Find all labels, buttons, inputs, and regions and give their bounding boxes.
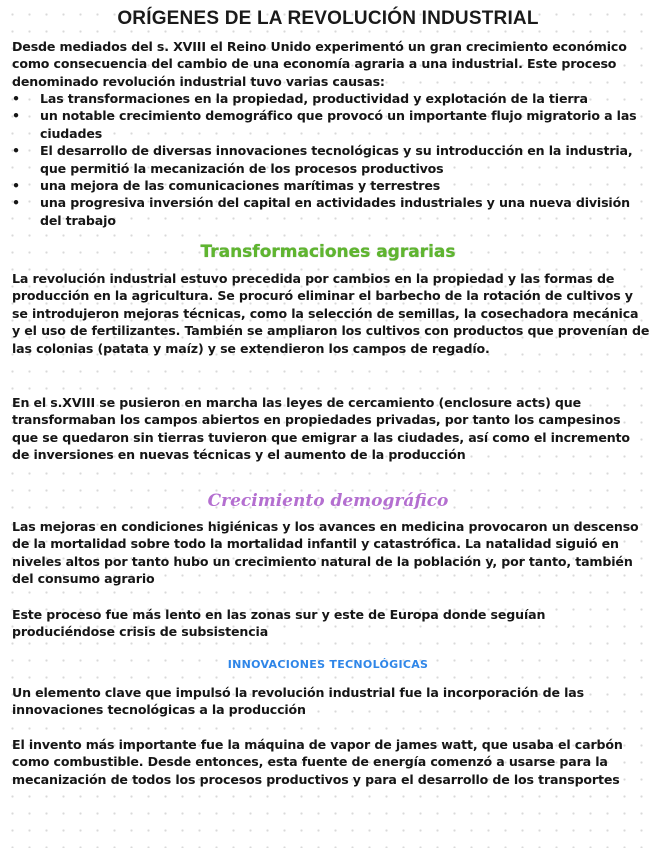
heading-tech: INNOVACIONES TECNOLÓGICAS: [227, 658, 429, 671]
page-title: ORÍGENES DE LA REVOLUCIÓN INDUSTRIAL: [117, 8, 539, 29]
demographic-paragraph-2: Este proceso fue más lento en las zonas sur y este de Europa donde seguían produciéndose crisis de subsistencia: [12, 607, 546, 640]
agrarian-paragraph-1: La revolución industrial estuvo precedida por cambios en la propiedad y las formas de producción en la agricultura. Se procuró eliminar el barbecho de la rotación de cultivos y se introdujeron mejoras técnicas, como la selección de semillas, la cosechadora mecánica y el uso de fertilizantes. También se ampliaron los cultivos con productos que provenían de las colonias (patata y maíz) y se extendieron los campos de regadío.: [12, 271, 650, 356]
intro-paragraph: Desde mediados del s. XVIII el Reino Unido experimentó un gran crecimiento económico como consecuencia del cambio de una economía agraria a una industrial. Este proceso denominado revolución industrial tuvo varias causas:: [12, 39, 627, 89]
bullet-icon: •: [12, 108, 20, 124]
list-item: • El desarrollo de diversas innovaciones tecnológicas y su introducción en la industria, que permitió la mecanización de los procesos productivos: [12, 143, 633, 176]
demographic-paragraph-1: Las mejoras en condiciones higiénicas y los avances en medicina provocaron un descenso de la mortalidad sobre todo la mortalidad infantil y catastrófica. La natalidad siguió en niveles altos por tanto hubo un crecimiento natural de la población y, por tanto, también del consumo agrario: [12, 519, 639, 587]
list-item: • una progresiva inversión del capital en actividades industriales y una nueva división del trabajo: [12, 195, 630, 228]
tech-paragraph-2: El invento más importante fue la máquina de vapor de james watt, que usaba el carbón como combustible. Desde entonces, esta fuente de energía comenzó a usarse para la mecanización de todos los procesos productivos y para el desarrollo de los transportes: [12, 737, 623, 787]
tech-paragraph-1: Un elemento clave que impulsó la revolución industrial fue la incorporación de las innovaciones tecnológicas a la producción: [12, 685, 584, 718]
bullet-icon: •: [12, 91, 20, 106]
bullet-icon: •: [12, 195, 20, 211]
heading-agrarian: Transformaciones agrarias: [200, 242, 456, 262]
heading-demographic: Crecimiento demográfico: [207, 491, 449, 511]
list-item: • Las transformaciones en la propiedad, productividad y explotación de la tierra: [12, 91, 588, 106]
bullet-icon: •: [12, 178, 20, 194]
list-item: • un notable crecimiento demográfico que provocó un importante flujo migratorio a las ciudades: [12, 108, 637, 141]
bullet-icon: •: [12, 143, 20, 159]
agrarian-paragraph-2: En el s.XVIII se pusieron en marcha las leyes de cercamiento (enclosure acts) que transformaban los campos abiertos en propiedades privadas, por tanto los campesinos que se quedaron sin tierras tuvieron que emigrar a las ciudades, así como el incremento de inversiones en nuevas técnicas y el aumento de la producción: [12, 395, 630, 463]
list-item: • una mejora de las comunicaciones marítimas y terrestres: [12, 178, 441, 194]
causes-list: [12, 90, 642, 229]
